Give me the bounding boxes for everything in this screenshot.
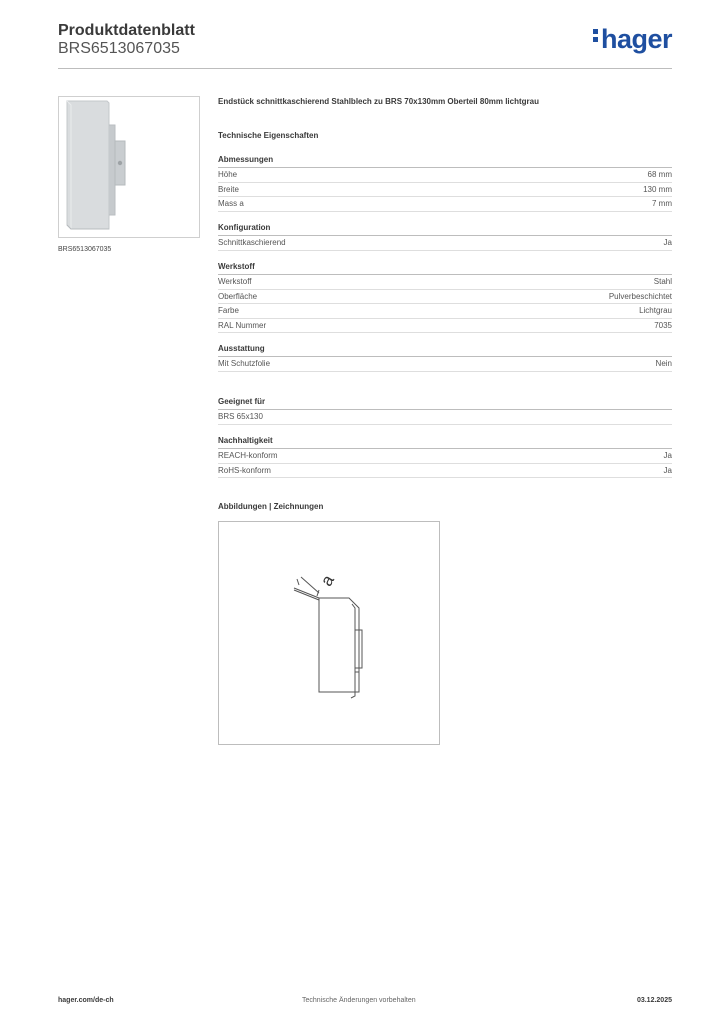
technical-properties-title: Technische Eigenschaften [218,131,319,140]
header-title: Produktdatenblatt [58,22,195,39]
spec-label: Höhe [218,170,238,179]
spec-label: Mass a [218,199,244,208]
spec-row [218,464,672,479]
logo-text: hager [600,24,672,54]
spec-row [218,183,672,198]
spec-value: 130 mm [643,184,672,194]
section-werkstoff [218,262,672,333]
drawings-title: Abbildungen | Zeichnungen [218,502,324,511]
header-divider [58,68,672,69]
spec-row [218,290,672,305]
section-nachhaltigkeit [218,436,672,478]
footer-notice: Technische Änderungen vorbehalten [302,997,416,1004]
product-image-caption: BRS6513067035 [58,246,112,253]
spec-row [218,304,672,319]
spec-label: Werkstoff [218,277,252,286]
section-title: Nachhaltigkeit [218,436,672,449]
spec-label: Schnittkaschierend [218,238,286,247]
spec-value: 7035 [654,320,672,330]
spec-value: Ja [663,451,672,460]
logo-dots-icon [593,26,599,45]
spec-row [218,319,672,334]
section-ausstattung [218,344,672,372]
technical-drawing [218,521,440,745]
spec-value: Nein [655,359,672,368]
spec-row [218,275,672,290]
spec-value: Stahl [653,277,672,286]
spec-row [218,168,672,183]
spec-value: Ja [663,465,672,475]
footer-date: 03.12.2025 [636,997,672,1004]
section-geeignet-fuer [218,397,672,425]
header-product-code: BRS6513067035 [58,40,180,57]
spec-row [218,197,672,212]
spec-label: Breite [218,184,239,194]
spec-row [218,236,672,251]
spec-value: Pulverbeschichtet [608,291,672,301]
spec-value: Lichtgrau [639,306,672,315]
spec-label: BRS 65x130 [218,412,263,421]
spec-row [218,449,672,464]
spec-label: Oberfläche [218,291,258,301]
section-title: Werkstoff [218,262,672,275]
spec-value: 7 mm [652,199,672,208]
footer-website: hager.com/de-ch [58,997,114,1004]
spec-label: RAL Nummer [218,320,267,330]
dimension-label: a [316,571,338,590]
spec-label: Mit Schutzfolie [218,359,271,368]
spec-row [218,357,672,372]
section-title: Konfiguration [218,223,672,236]
spec-row [218,410,672,425]
spec-label: REACH-konform [218,451,278,460]
section-abmessungen [218,155,672,212]
section-title: Ausstattung [218,344,672,357]
end-piece-drawing-icon [219,522,439,744]
end-piece-photo-icon [59,97,199,237]
hager-logo [593,24,672,55]
product-description: Endstück schnittkaschierend Stahlblech zu BRS 70x130mm Oberteil 80mm lichtgrau [218,97,539,106]
section-title: Abmessungen [218,155,672,168]
spec-value: 68 mm [647,170,672,179]
spec-label: Farbe [218,306,239,315]
section-title: Geeignet für [218,397,672,410]
product-image [58,96,200,238]
spec-value: Ja [663,238,672,247]
spec-label: RoHS-konform [218,465,271,475]
section-konfiguration [218,223,672,251]
